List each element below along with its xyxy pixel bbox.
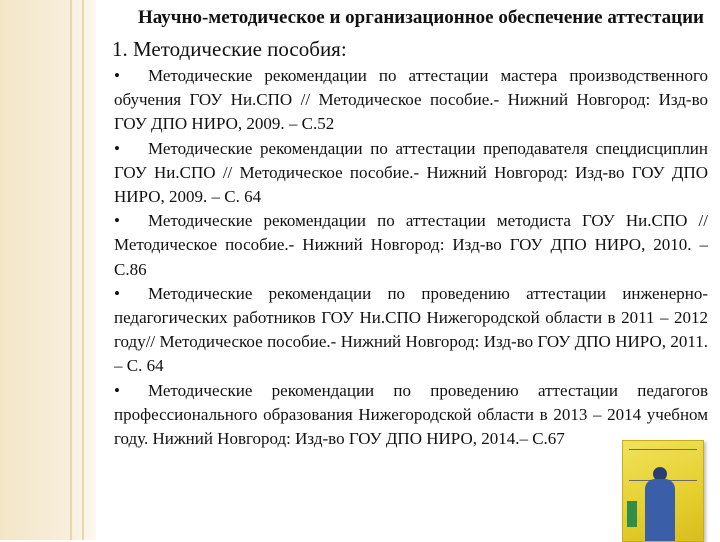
list-item (114, 282, 708, 379)
section-heading: 1. Методические пособия: (112, 37, 347, 61)
list-item-text: Методические рекомендации по проведению аттестации педагогов профессионального образования Нижегородской области в 2013 – 2014 учебном году. Нижний Новгород: Изд-во ГОУ ДПО НИРО, 2014.– С.67 (114, 380, 708, 449)
decorative-stripe (70, 0, 72, 540)
book-cover-image (622, 440, 704, 542)
list-item (114, 209, 708, 282)
bullet-icon: • (114, 211, 120, 231)
page-title: Научно-методическое и организационное обеспечение аттестации (137, 7, 705, 28)
decorative-stripe (82, 0, 84, 540)
list-item (114, 137, 708, 210)
book-figure (645, 479, 675, 541)
bullet-icon: • (114, 283, 120, 303)
book-spine-mark (627, 501, 637, 527)
decorative-left-band (0, 0, 96, 540)
list-item-text: Методические рекомендации по проведению аттестации инженерно-педагогических работников ГОУ Ни.СПО Нижегородской области в 2011 – 2012 году// Методическое пособие.- Нижний Новгород: Изд-во ГОУ ДПО НИРО, 2011. – С. 64 (114, 283, 708, 376)
list-item-text: Методические рекомендации по аттестации методиста ГОУ Ни.СПО // Методическое пособие.- Нижний Новгород: Изд-во ГОУ ДПО НИРО, 2010. – С.86 (114, 211, 708, 279)
list-item (114, 64, 708, 137)
list-item-text: Методические рекомендации по аттестации преподавателя спецдисциплин ГОУ Ни.СПО // Методическое пособие.- Нижний Новгород: Изд-во ГОУ ДПО НИРО, 2009. – С. 64 (114, 138, 708, 207)
bullet-icon: • (114, 138, 120, 158)
slide-content (100, 0, 712, 540)
list-item-text: Методические рекомендации по аттестации мастера производственного обучения ГОУ Ни.СПО // Методическое пособие.- Нижний Новгород: Изд-во ГОУ ДПО НИРО, 2009. – С.52 (114, 66, 708, 134)
bullet-icon: • (114, 66, 120, 85)
bibliography-list (114, 64, 708, 451)
list-item (114, 379, 708, 452)
bullet-icon: • (114, 380, 120, 400)
